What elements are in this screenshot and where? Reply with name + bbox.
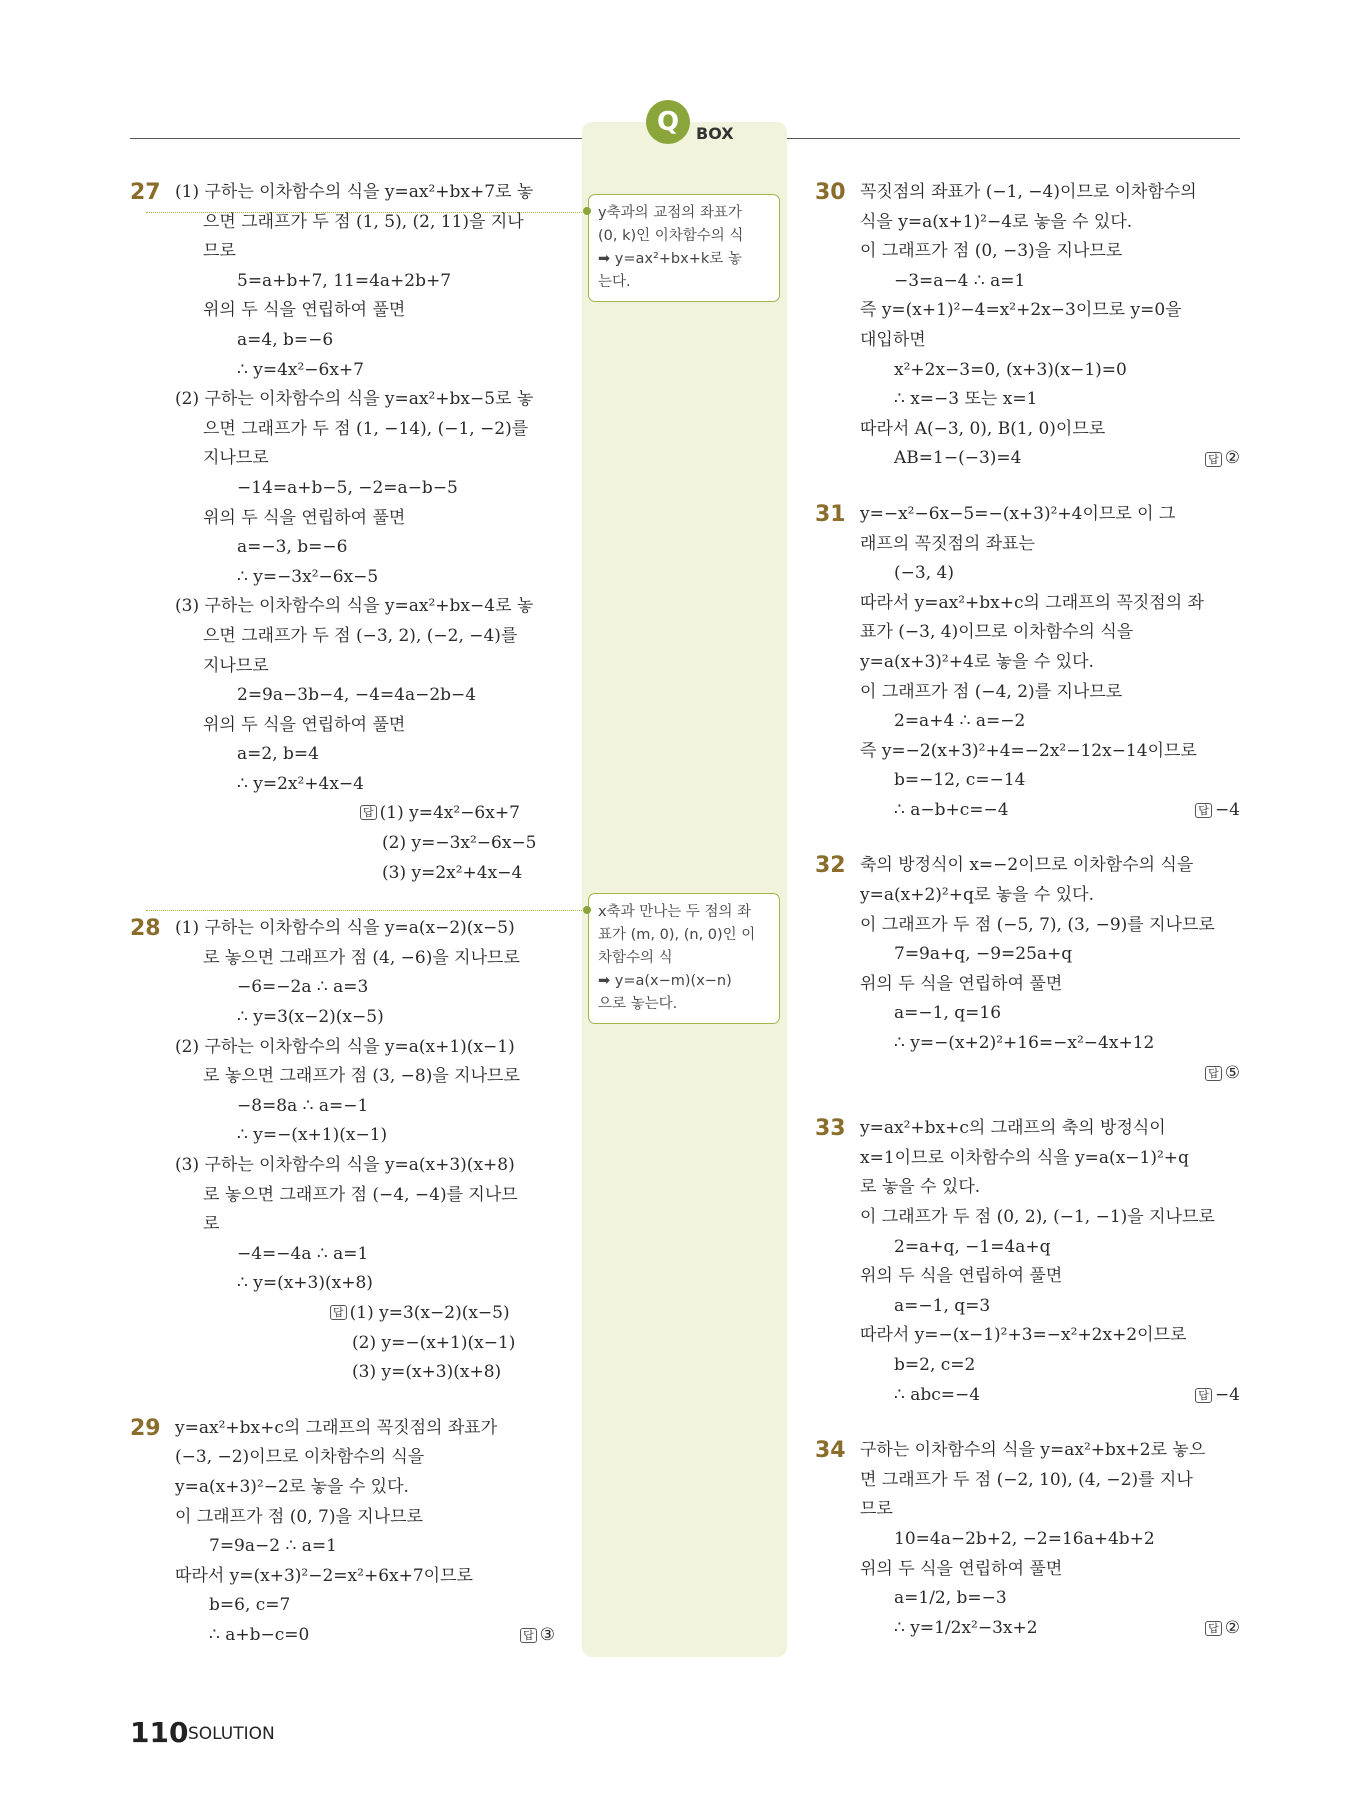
solution-line [815,970,1240,1000]
solution-line [130,1151,555,1181]
solution-line [130,944,555,974]
right-column [815,178,1240,1643]
line-text: 따라서 y=(x+3)²−2=x²+6x+7이므로 [175,1565,473,1586]
solution-line [130,859,555,889]
solution-line [130,914,555,944]
solution-line [130,1240,555,1270]
problem-number: 32 [815,853,846,879]
solution-line [815,1614,1240,1644]
line-text: b=−12, c=−14 [894,770,1026,791]
solution-line [815,707,1240,737]
tip-line: 표가 (m, 0), (n, 0)인 이 [598,927,756,943]
solution-line [130,1092,555,1122]
solution-line [815,648,1240,678]
final-answer: ⑤ [1224,1062,1240,1083]
line-text: ∴ a−b+c=−4 [894,799,1009,820]
line-text: ∴ y=−(x+2)²+16=−x²−4x+12 [894,1033,1155,1054]
line-text: 2=9a−3b−4, −4=4a−2b−4 [237,685,477,706]
solution-line [815,1436,1240,1466]
solution-line [815,1321,1240,1351]
line-text: 으면 그래프가 두 점 (1, −14), (−1, −2)를 [203,418,529,439]
problem-number: 31 [815,501,846,527]
solution-line [815,1495,1240,1525]
solution-line [815,911,1240,941]
line-text: 따라서 y=ax²+bx+c의 그래프의 꼭짓점의 좌 [860,592,1204,613]
problem-number: 27 [130,180,161,205]
tip-dot-icon [583,906,591,914]
page-number: 110 [130,1716,189,1749]
line-text: (3) y=(x+3)(x+8) [352,1362,502,1383]
line-text: (1) y=4x²−6x+7 [379,803,520,824]
problem-number: 28 [130,916,161,942]
line-text: 위의 두 식을 연립하여 풀면 [203,507,406,528]
solution-line [130,1329,555,1359]
answer-mark-icon: 답 [1195,1388,1212,1403]
line-text: 로 놓으면 그래프가 점 (3, −8)을 지나므로 [203,1066,520,1087]
solution-line [130,1532,555,1562]
tip-line: ➡ y=ax²+bx+k로 놓 [598,251,742,267]
solution-line [130,1181,555,1211]
line-text: 이 그래프가 두 점 (−5, 7), (3, −9)를 지나므로 [860,914,1215,935]
solution-line [815,766,1240,796]
solution-line [815,500,1240,530]
line-text: y=a(x+3)²−2로 놓을 수 있다. [175,1476,409,1497]
line-text: ∴ y=−3x²−6x−5 [237,566,379,587]
final-answer: ② [1224,1617,1240,1638]
solution-line [815,237,1240,267]
solution-line [130,1358,555,1388]
line-text: a=1/2, b=−3 [894,1588,1007,1609]
solution-line [815,1059,1240,1089]
solution-line [130,415,555,445]
tip-box-1 [588,194,780,302]
line-text: 10=4a−2b+2, −2=16a+4b+2 [894,1528,1155,1549]
line-text: ∴ x=−3 또는 x=1 [894,389,1038,410]
line-text: −6=−2a ∴ a=3 [237,977,369,998]
answer-mark-icon: 답 [1195,803,1212,818]
line-text: 5=a+b+7, 11=4a+2b+7 [237,270,452,291]
q-box-column [582,122,787,1657]
line-text: 지나므로 [203,655,269,676]
solution-line [815,208,1240,238]
solution-line [130,973,555,1003]
line-text: 으면 그래프가 두 점 (1, 5), (2, 11)을 지나 [203,211,524,232]
line-text: 으면 그래프가 두 점 (−3, 2), (−2, −4)를 [203,625,518,646]
solution-line [130,681,555,711]
line-text: 로 놓을 수 있다. [860,1177,981,1198]
problem-33 [815,1114,1240,1410]
problem-31 [815,500,1240,826]
solution-line [130,267,555,297]
solution-line [815,530,1240,560]
solution-line [815,940,1240,970]
solution-line [815,1584,1240,1614]
line-text: ∴ y=3(x−2)(x−5) [237,1007,384,1028]
solution-line [815,589,1240,619]
line-text: 이 그래프가 점 (−4, 2)를 지나므로 [860,681,1123,702]
solution-line [815,356,1240,386]
solution-line [815,178,1240,208]
solution-line [130,652,555,682]
solution-line [815,796,1240,826]
solution-line [815,618,1240,648]
line-text: 즉 y=(x+1)²−4=x²+2x−3이므로 y=0을 [860,300,1182,321]
line-text: a=−3, b=−6 [237,537,348,558]
problem-34 [815,1436,1240,1643]
solution-line [815,1144,1240,1174]
line-text: 이 그래프가 점 (0, 7)을 지나므로 [175,1506,423,1527]
tip-line: 으로 놓는다. [598,996,678,1012]
line-text: 2=a+q, −1=4a+q [894,1236,1051,1257]
answer-mark-icon: 답 [330,1305,347,1320]
line-text: 위의 두 식을 연립하여 풀면 [860,1558,1063,1579]
line-text: y=ax²+bx+c의 그래프의 꼭짓점의 좌표가 [175,1417,498,1438]
solution-line [130,474,555,504]
tip-dot-icon [583,207,591,215]
line-text: a=4, b=−6 [237,329,334,350]
solution-line [130,1503,555,1533]
line-text: y=a(x+2)²+q로 놓을 수 있다. [860,885,1094,906]
final-answer: ③ [539,1624,555,1645]
line-text: −14=a+b−5, −2=a−b−5 [237,477,458,498]
solution-line [130,1299,555,1329]
line-text: 2=a+4 ∴ a=−2 [894,711,1026,732]
line-text: y=−x²−6x−5=−(x+3)²+4이므로 이 그 [860,503,1176,524]
line-text: 이 그래프가 두 점 (0, 2), (−1, −1)을 지나므로 [860,1207,1215,1227]
problem-number: 30 [815,180,846,205]
solution-line [130,740,555,770]
solution-line [130,178,555,208]
problem-number: 29 [130,1415,161,1441]
line-text: 래프의 꼭짓점의 좌표는 [860,533,1036,554]
line-text: 꼭짓점의 좌표가 (−1, −4)이므로 이차함수의 [860,182,1197,202]
solution-line [130,1443,555,1473]
answer-mark-icon: 답 [1205,452,1222,467]
line-text: (−3, 4) [894,563,954,584]
solution-line [815,415,1240,445]
solution-line [815,1351,1240,1381]
line-text: y=ax²+bx+c의 그래프의 축의 방정식이 [860,1118,1166,1139]
tip-line: ➡ y=a(x−m)(x−n) [598,973,732,989]
line-text: 위의 두 식을 연립하여 풀면 [203,714,406,735]
line-text: ∴ y=2x²+4x−4 [237,773,364,794]
solution-line [130,237,555,267]
line-text: ∴ y=1/2x²−3x+2 [894,1617,1038,1638]
solution-line [130,356,555,386]
tip-line: 차함수의 식 [598,950,673,966]
solution-line [815,999,1240,1029]
solution-line [130,1269,555,1299]
answer-mark-icon: 답 [1205,1621,1222,1636]
solution-line [130,829,555,859]
solution-line [130,533,555,563]
solution-line [815,385,1240,415]
solution-line [130,1062,555,1092]
line-text: b=2, c=2 [894,1354,976,1375]
line-text: 로 [203,1214,220,1235]
line-text: (3) 구하는 이차함수의 식을 y=a(x+3)(x+8) [175,1155,515,1175]
final-answer: −4 [1214,799,1240,820]
line-text: 로 놓으면 그래프가 점 (4, −6)을 지나므로 [203,947,520,968]
solution-line [815,296,1240,326]
line-text: 구하는 이차함수의 식을 y=ax²+bx+2로 놓으 [860,1440,1206,1461]
line-text: (3) 구하는 이차함수의 식을 y=ax²+bx−4로 놓 [175,596,534,617]
solution-line [130,208,555,238]
line-text: (2) y=−(x+1)(x−1) [352,1332,516,1353]
solution-line [130,1121,555,1151]
line-text: (3) y=2x²+4x−4 [382,862,523,883]
solution-line [130,1210,555,1240]
left-column [130,178,555,1651]
line-text: 대입하면 [860,329,926,350]
line-text: 따라서 A(−3, 0), B(1, 0)이므로 [860,418,1106,439]
line-text: 7=9a−2 ∴ a=1 [209,1536,337,1557]
solution-line [815,678,1240,708]
final-answer: ② [1224,448,1240,469]
solution-line [815,1381,1240,1411]
problem-number: 34 [815,1438,846,1464]
line-text: a=2, b=4 [237,744,319,765]
tip-line: x축과 만나는 두 점의 좌 [598,904,752,920]
line-text: −3=a−4 ∴ a=1 [894,270,1026,291]
line-text: x=1이므로 이차함수의 식을 y=a(x−1)²+q [860,1147,1189,1168]
problem-27 [130,178,555,888]
solution-line [815,1233,1240,1263]
solution-line [130,385,555,415]
solution-line [815,1029,1240,1059]
line-text: ∴ abc=−4 [894,1384,981,1405]
q-badge-icon: Q [646,100,690,144]
line-text: 위의 두 식을 연립하여 풀면 [203,300,406,321]
solution-line [130,1003,555,1033]
solution-line [130,799,555,829]
line-text: ∴ y=−(x+1)(x−1) [237,1125,388,1146]
solution-line [130,296,555,326]
solution-line [815,444,1240,474]
line-text: 지나므로 [203,448,269,469]
footer-label: SOLUTION [188,1724,275,1744]
solution-line [130,444,555,474]
line-text: y=a(x+3)²+4로 놓을 수 있다. [860,651,1094,672]
solution-line [815,1525,1240,1555]
solution-line [815,559,1240,589]
solution-line [130,504,555,534]
tip-line: 는다. [598,274,631,290]
solution-line [815,881,1240,911]
solution-line [815,1203,1240,1233]
line-text: 즉 y=−2(x+3)²+4=−2x²−12x−14이므로 [860,740,1197,761]
solution-line [130,1414,555,1444]
solution-line [815,1292,1240,1322]
line-text: 축의 방정식이 x=−2이므로 이차함수의 식을 [860,855,1194,876]
tip-line: (0, k)인 이차함수의 식 [598,228,744,244]
solution-line [130,1033,555,1063]
line-text: b=6, c=7 [209,1595,291,1616]
answer-mark-icon: 답 [520,1628,537,1643]
line-text: −4=−4a ∴ a=1 [237,1243,369,1264]
solution-line [130,770,555,800]
line-text: 면 그래프가 두 점 (−2, 10), (4, −2)를 지나 [860,1469,1193,1490]
problem-32 [815,851,1240,1088]
answer-mark-icon: 답 [1205,1066,1222,1081]
line-text: −8=8a ∴ a=−1 [237,1095,369,1116]
line-text: ∴ a+b−c=0 [209,1624,310,1645]
line-text: 므로 [860,1499,893,1520]
line-text: ∴ y=4x²−6x+7 [237,359,364,380]
line-text: a=−1, q=16 [894,1003,1002,1024]
problem-30 [815,178,1240,474]
line-text: 식을 y=a(x+1)²−4로 놓을 수 있다. [860,211,1133,232]
line-text: x²+2x−3=0, (x+3)(x−1)=0 [894,359,1127,380]
line-text: AB=1−(−3)=4 [894,448,1022,469]
tip-line: y축과의 교점의 좌표가 [598,205,742,221]
solution-line [130,326,555,356]
solution-line [130,711,555,741]
line-text: 로 놓으면 그래프가 점 (−4, −4)를 지나므 [203,1184,518,1205]
line-text: 따라서 y=−(x−1)²+3=−x²+2x+2이므로 [860,1325,1187,1346]
solution-line [815,1114,1240,1144]
solution-line [130,1621,555,1651]
solution-line [815,1262,1240,1292]
line-text: 7=9a+q, −9=25a+q [894,944,1073,965]
final-answer: −4 [1214,1384,1240,1405]
line-text: 표가 (−3, 4)이므로 이차함수의 식을 [860,622,1134,643]
line-text: 이 그래프가 점 (0, −3)을 지나므로 [860,241,1123,262]
solution-line [815,851,1240,881]
line-text: (1) y=3(x−2)(x−5) [349,1302,510,1323]
solution-line [815,1466,1240,1496]
solution-line [130,1473,555,1503]
solution-line [815,1555,1240,1585]
solution-line [815,1173,1240,1203]
line-text: (1) 구하는 이차함수의 식을 y=ax²+bx+7로 놓 [175,182,534,202]
solution-line [815,267,1240,297]
line-text: 므로 [203,241,236,262]
line-text: (1) 구하는 이차함수의 식을 y=a(x−2)(x−5) [175,918,515,939]
tip-box-2 [588,893,780,1024]
line-text: ∴ y=(x+3)(x+8) [237,1273,373,1294]
problem-29 [130,1414,555,1651]
q-box-label: BOX [696,124,734,143]
line-text: (−3, −2)이므로 이차함수의 식을 [175,1447,425,1468]
problem-28 [130,914,555,1388]
line-text: 위의 두 식을 연립하여 풀면 [860,973,1063,994]
solution-line [130,1562,555,1592]
answer-mark-icon: 답 [360,805,377,820]
line-text: a=−1, q=3 [894,1295,991,1316]
line-text: (2) 구하는 이차함수의 식을 y=a(x+1)(x−1) [175,1036,515,1057]
solution-line [815,737,1240,767]
solution-line [130,592,555,622]
solution-line [130,1591,555,1621]
line-text: (2) y=−3x²−6x−5 [382,833,537,854]
problem-number: 33 [815,1116,846,1142]
line-text: 위의 두 식을 연립하여 풀면 [860,1266,1063,1287]
line-text: (2) 구하는 이차함수의 식을 y=ax²+bx−5로 놓 [175,389,534,410]
solution-line [815,326,1240,356]
solution-line [130,622,555,652]
solution-line [130,563,555,593]
